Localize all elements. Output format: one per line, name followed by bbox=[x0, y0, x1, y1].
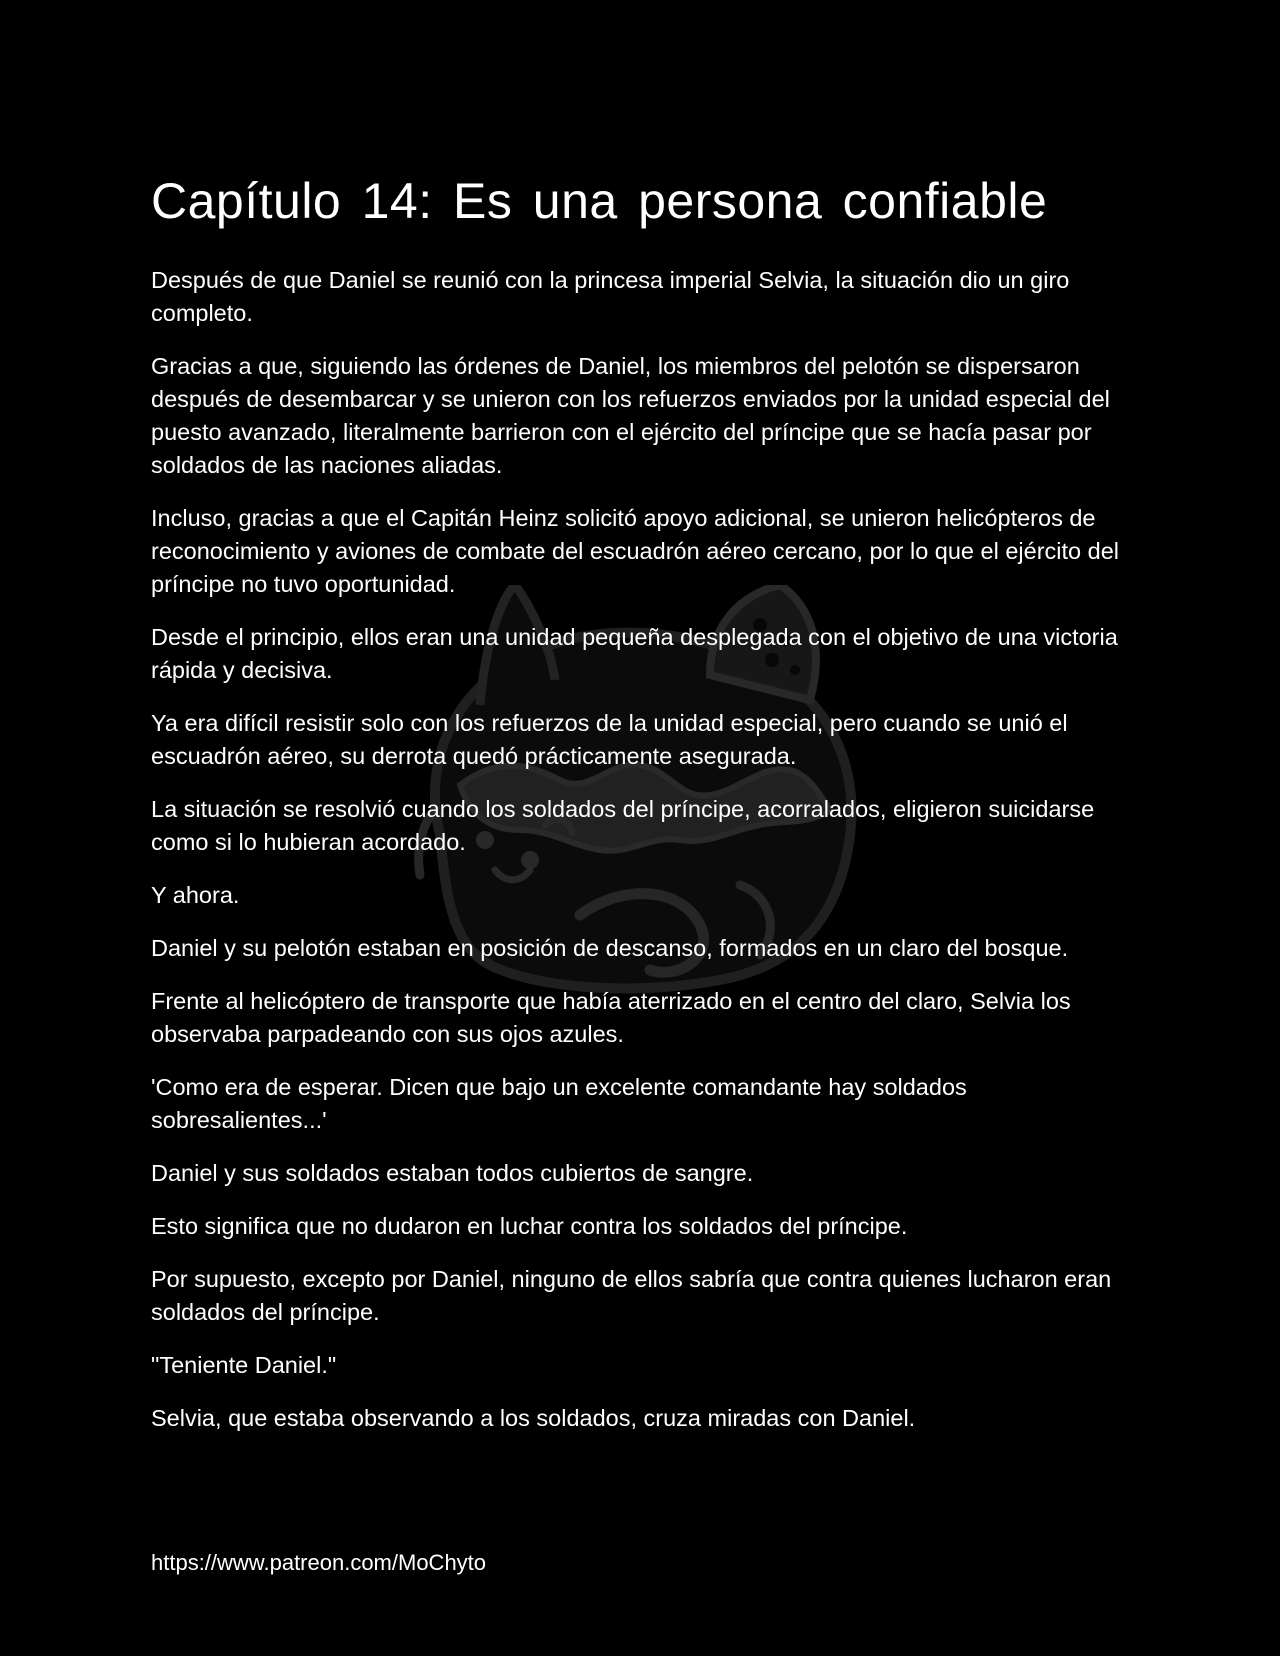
paragraph: Daniel y sus soldados estaban todos cubiertos de sangre. bbox=[151, 1160, 754, 1186]
paragraph: Incluso, gracias a que el Capitán Heinz solicitó apoyo adicional, se unieron helicópteros de reconocimiento y aviones de combate del escuadrón aéreo cercano, por lo que el ejército del príncipe no tuvo oportunidad. bbox=[151, 505, 1119, 597]
paragraph: Desde el principio, ellos eran una unidad pequeña desplegada con el objetivo de una victoria rápida y decisiva. bbox=[151, 624, 1118, 683]
paragraph: Frente al helicóptero de transporte que había aterrizado en el centro del claro, Selvia los observaba parpadeando con sus ojos azules. bbox=[151, 988, 1071, 1047]
paragraph: Selvia, que estaba observando a los soldados, cruza miradas con Daniel. bbox=[151, 1405, 916, 1431]
paragraph: Gracias a que, siguiendo las órdenes de Daniel, los miembros del pelotón se dispersaron después de desembarcar y se unieron con los refuerzos enviados por la unidad especial del puesto avanzado, literalmente barrieron con el ejército del príncipe que se hacía pasar por soldados de las naciones aliadas. bbox=[151, 353, 1110, 478]
paragraph: La situación se resolvió cuando los soldados del príncipe, acorralados, eligieron suicidarse como si lo hubieran acordado. bbox=[151, 796, 1095, 855]
paragraph: Esto significa que no dudaron en luchar contra los soldados del príncipe. bbox=[151, 1213, 908, 1239]
paragraph: Después de que Daniel se reunió con la princesa imperial Selvia, la situación dio un giro completo. bbox=[151, 267, 1070, 326]
patreon-link[interactable]: https://www.patreon.com/MoChyto bbox=[151, 1550, 487, 1575]
paragraph: 'Como era de esperar. Dicen que bajo un excelente comandante hay soldados sobresalientes...' bbox=[151, 1074, 967, 1133]
chapter-title: Capítulo 14: Es una persona confiable bbox=[151, 173, 1048, 229]
chapter-content bbox=[151, 168, 1141, 1455]
paragraph: Daniel y su pelotón estaban en posición de descanso, formados en un claro del bosque. bbox=[151, 935, 1069, 961]
paragraph: Por supuesto, excepto por Daniel, ninguno de ellos sabría que contra quienes lucharon eran soldados del príncipe. bbox=[151, 1266, 1112, 1325]
paragraph: Ya era difícil resistir solo con los refuerzos de la unidad especial, pero cuando se unió el escuadrón aéreo, su derrota quedó prácticamente asegurada. bbox=[151, 710, 1068, 769]
paragraph: "Teniente Daniel." bbox=[151, 1352, 337, 1378]
paragraph: Y ahora. bbox=[151, 882, 240, 908]
